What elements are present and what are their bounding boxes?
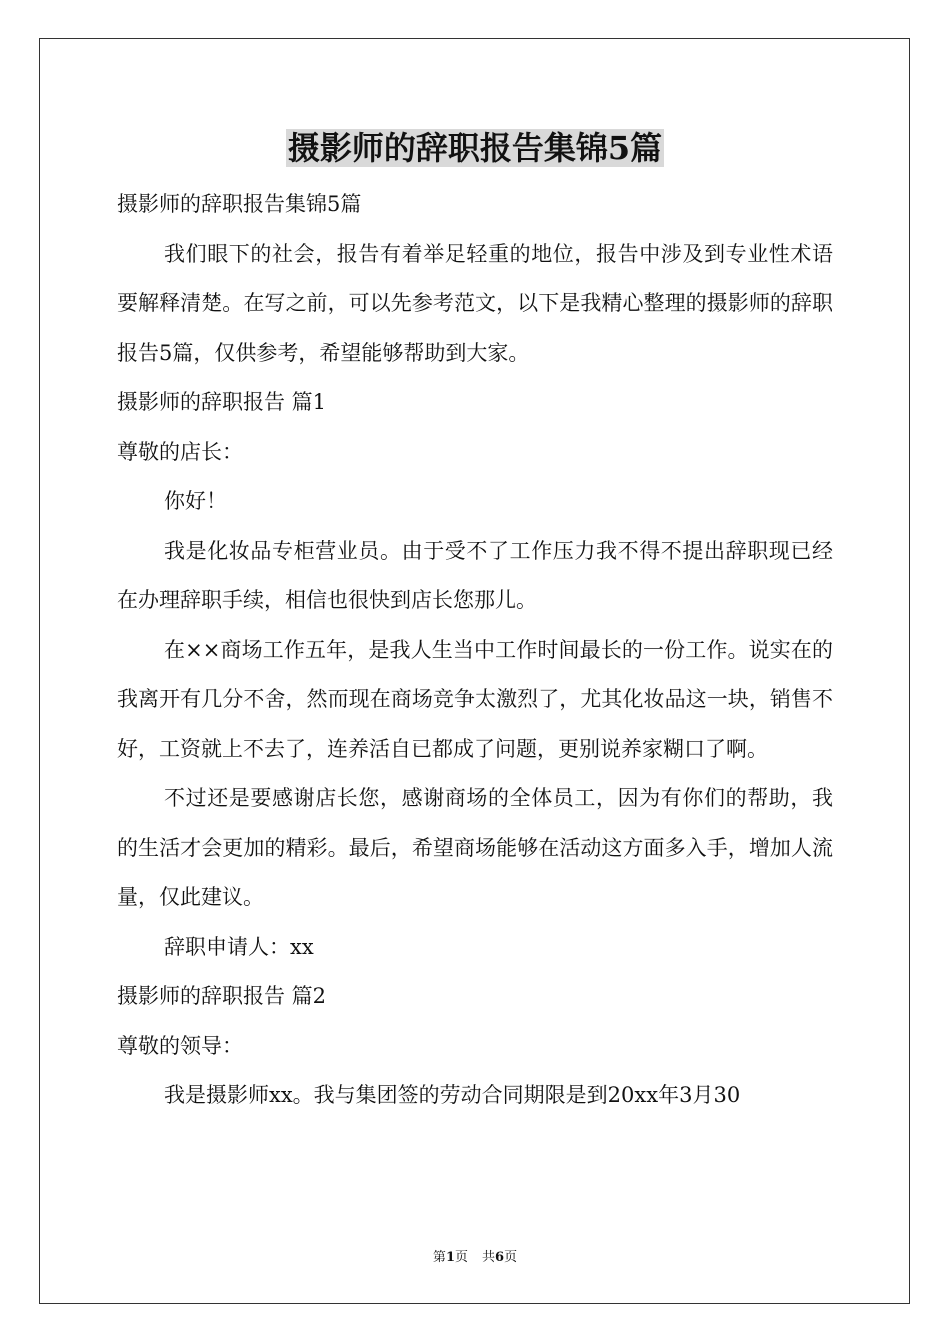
- paragraph: 不过还是要感谢店长您，感谢商场的全体员工，因为有你们的帮助，我的生活才会更加的精彩。最后，希望商场能够在活动这方面多入手，增加人流量，仅此建议。: [117, 786, 833, 909]
- paragraph: 你好！: [164, 489, 227, 513]
- footer-total-suffix: 页: [504, 1250, 518, 1265]
- paragraph: 我是摄影师xx。我与集团签的劳动合同期限是到20xx年3月30: [164, 1083, 741, 1107]
- paragraph: 在××商场工作五年，是我人生当中工作时间最长的一份工作。说实在的我离开有几分不舍，然而现在商场竞争太激烈了，尤其化妆品这一块，销售不好，工资就上不去了，连养活自已都成了问题，更别说养家糊口了啊。: [117, 637, 833, 761]
- document-title-text: 摄影师的辞职报告集锦5篇: [287, 129, 663, 167]
- paragraph: 尊敬的店长：: [117, 439, 243, 464]
- document-title: [0, 126, 950, 170]
- footer-total-prefix: 共: [482, 1250, 496, 1265]
- document-body: [117, 180, 833, 1121]
- paragraph: 摄影师的辞职报告 篇1: [117, 390, 327, 414]
- paragraph: 摄影师的辞职报告集锦5篇: [117, 192, 362, 216]
- paragraph: 辞职申请人：xx: [164, 934, 314, 959]
- paragraph: 我们眼下的社会，报告有着举足轻重的地位，报告中涉及到专业性术语要解释清楚。在写之前，可以先参考范文，以下是我精心整理的摄影师的辞职报告5篇，仅供参考，希望能够帮助到大家。: [117, 241, 833, 365]
- footer-total-pages: 6: [495, 1250, 505, 1265]
- paragraph: 摄影师的辞职报告 篇2: [117, 984, 327, 1008]
- paragraph: 尊敬的领导：: [117, 1033, 243, 1058]
- footer-page-number: 1: [445, 1250, 455, 1265]
- footer-page-prefix: 第: [432, 1250, 446, 1265]
- paragraph: 我是化妆品专柜营业员。由于受不了工作压力我不得不提出辞职现已经在办理辞职手续，相信也很快到店长您那儿。: [117, 538, 833, 612]
- page-footer: [0, 1249, 950, 1267]
- footer-page-suffix: 页: [454, 1250, 468, 1265]
